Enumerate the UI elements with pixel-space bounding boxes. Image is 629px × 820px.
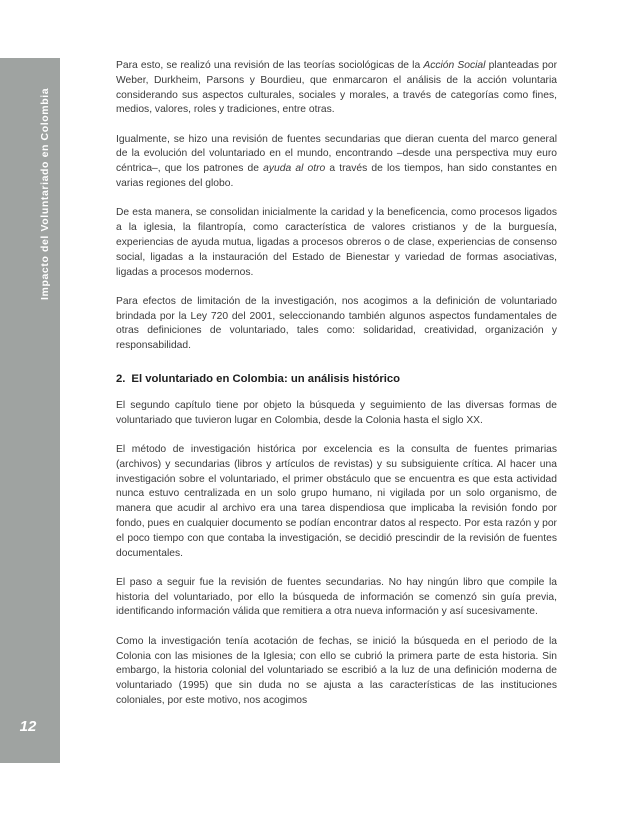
- paragraph-2-text-b: a través de los tiempos, han sido constantes en varias regiones del globo.: [116, 163, 557, 190]
- paragraph-1-text-a: Para esto, se realizó una revisión de las teorías sociológicas de la: [116, 60, 424, 71]
- side-band: [0, 58, 60, 763]
- section-heading: [116, 372, 557, 387]
- paragraph-5: El segundo capítulo tiene por objeto la búsqueda y seguimiento de las diversas formas de voluntariado que tuvieron lugar en Colombia, desde la Colonia hasta el siglo XX.: [116, 399, 557, 426]
- page-number: 12: [19, 718, 37, 735]
- section-title: El voluntariado en Colombia: un análisis histórico: [131, 373, 401, 386]
- paragraph-2-text-a: Igualmente, se hizo una revisión de fuentes secundarias que dieran cuenta del marco general de la evolución del voluntariado en el mundo, encontrando –desde una perspectiva muy euro céntrica–, que los patrones de: [116, 133, 557, 175]
- paragraph-1: [116, 59, 557, 118]
- running-title: Impacto del Voluntariado en Colombia: [39, 87, 51, 300]
- paragraph-6: El método de investigación histórica por excelencia es la consulta de fuentes primarias (archivos) y secundarias (libros y artículos de revistas) y su subsiguiente crítica. Al hacer una investigación sobre el voluntariado, el primer obstáculo que se encuentra es que esta actividad nunca estuvo centralizada en un solo grupo humano, ni vigilada por un solo organismo, de manera que acudir al archivo era una tarea dispendiosa que implicaba la revisión fondo por fondo, pues en cualquier documento se podían encontrar datos al respecto. Por esta razón y por el poco tiempo con que contaba la investigación, se decidió prescindir de la revisión de fuentes documentales.: [116, 443, 557, 559]
- paragraph-7: El paso a seguir fue la revisión de fuentes secundarias. No hay ningún libro que compile la historia del voluntariado, por ello la búsqueda de información se comenzó sin guía previa, identificando información válida que remitiera a otra nueva información y así sucesivamente.: [116, 576, 557, 618]
- paragraph-1-emphasis: Acción Social: [423, 60, 486, 71]
- paragraph-2: [116, 133, 557, 192]
- section-number: 2.: [116, 373, 126, 386]
- page-body: [116, 59, 557, 709]
- paragraph-2-emphasis: ayuda al otro: [263, 163, 326, 175]
- paragraph-3: De esta manera, se consolidan inicialmente la caridad y la beneficencia, como procesos ligados a la iglesia, la filantropía, como característica de valores cristianos y de la burguesía, experiencias de ayuda mutua, ligadas a procesos obreros o de clase, experiencias de consenso social, ligadas a la instauración del Estado de Bienestar y variedad de formas asociativas, ligadas a procesos modernos.: [116, 207, 557, 278]
- paragraph-4: Para efectos de limitación de la investigación, nos acogimos a la definición de voluntariado brindada por la Ley 720 del 2001, seleccionando también algunos aspectos fundamentales de otras definiciones de voluntariado, tales como: solidaridad, creatividad, organización y responsabilidad.: [116, 295, 557, 352]
- paragraph-1-text-b: planteadas por Weber, Durkheim, Parsons y Bourdieu, que enmarcaron el análisis de la acción voluntaria considerando sus aspectos culturales, sociales y morales, a través de categorías como fines, medios, valores, roles y tradiciones, entre otras.: [116, 60, 557, 116]
- paragraph-8: Como la investigación tenía acotación de fechas, se inició la búsqueda en el periodo de la Colonia con las misiones de la Iglesia; con ello se cubrió la primera parte de esta historia. Sin embargo, la historia colonial del voluntariado se escribió a la luz de una definición moderna de voluntariado (1995) que sin duda no se ajusta a las características de las instituciones coloniales, por este motivo, nos acogimos: [116, 635, 557, 706]
